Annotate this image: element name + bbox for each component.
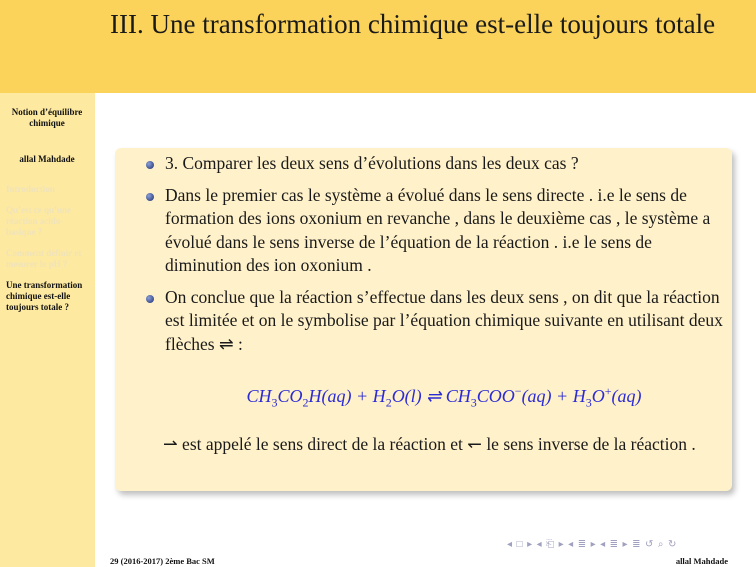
nav-prev-subsection-icon[interactable]: ◂ bbox=[568, 539, 575, 550]
sidebar bbox=[0, 93, 95, 567]
arrow-text-2: le sens inverse de la réaction . bbox=[481, 434, 696, 454]
nav-back-icon[interactable]: ↺ bbox=[644, 539, 655, 550]
arrow-explanation bbox=[163, 433, 733, 457]
nav-next-frame-icon[interactable]: ▸ bbox=[558, 539, 565, 550]
list-item bbox=[148, 184, 730, 278]
chemical-equation: $CH_3CO_2H(aq) + H_2O(l)$ ⇌ $CH_3COO^-(aq) + H_3O^+(aq)$ bbox=[246, 384, 642, 410]
sidebar-item-acid-base[interactable]: Qu’est ce qu’une réaction acido-basique ? bbox=[6, 205, 71, 237]
sidebar-title: Notion d’équilibre chimique bbox=[11, 107, 83, 128]
direct-arrow-icon: ⇀ bbox=[163, 434, 178, 454]
nav-forward-icon[interactable]: ↻ bbox=[667, 539, 678, 550]
arrow-text-1: est appelé le sens direct de la réaction et bbox=[177, 434, 468, 454]
sidebar-item-transformation[interactable]: Une transformation chimique est-elle toujours totale ? bbox=[6, 280, 83, 312]
nav-search-icon[interactable]: ⌕ bbox=[657, 539, 665, 550]
nav-next-icon[interactable]: ▸ bbox=[527, 539, 534, 550]
bullet-text-3: On conclue que la réaction s’effectue dans les deux sens , on dit que la réaction est limitée et on le symbolise par l’équation chimique suivante en utilisant deux flèches bbox=[165, 286, 723, 354]
bullet-text-3-end: : bbox=[233, 333, 243, 354]
footer-right: allal Mahdade bbox=[675, 556, 728, 566]
nav-next-section-icon[interactable]: ▸ bbox=[622, 539, 629, 550]
nav-slide-icon[interactable]: □ bbox=[516, 539, 524, 550]
sidebar-item-introduction[interactable]: Introduction bbox=[6, 184, 55, 194]
nav-frame-icon[interactable]: ⎗ bbox=[546, 539, 556, 550]
sidebar-item-ph[interactable]: Comment définir et mesurer le pH ? bbox=[6, 248, 82, 269]
nav-subsection-icon[interactable]: ≣ bbox=[577, 539, 588, 550]
nav-section-icon[interactable]: ≣ bbox=[609, 539, 620, 550]
bullet-icon bbox=[146, 193, 154, 201]
slide-header bbox=[0, 0, 756, 93]
list-item bbox=[148, 286, 730, 357]
nav-prev-section-icon[interactable]: ◂ bbox=[600, 539, 607, 550]
bullet-text-2: Dans le premier cas le système a évolué dans le sens directe . i.e le sens de formation des ions oxonium en revanche , dans le deuxième cas , le système a évolué dans le sens inverse de l’équation de la réaction . i.e le sens de diminution des ion oxonium . bbox=[165, 184, 711, 275]
nav-prev-frame-icon[interactable]: ◂ bbox=[536, 539, 543, 550]
nav-next-subsection-icon[interactable]: ▸ bbox=[590, 539, 597, 550]
list-item bbox=[148, 152, 730, 176]
equilibrium-arrow-icon: ⇌ bbox=[218, 333, 234, 354]
bullet-icon bbox=[146, 161, 154, 169]
bullet-list bbox=[148, 152, 730, 364]
sidebar-nav bbox=[6, 184, 92, 323]
bullet-text-1: 3. Comparer les deux sens d’évolutions dans les deux cas ? bbox=[165, 153, 579, 173]
footer-left: 29 (2016-2017) 2ème Bac SM bbox=[110, 556, 215, 566]
beamer-navigation-bar bbox=[507, 539, 677, 550]
nav-prev-icon[interactable]: ◂ bbox=[507, 539, 514, 550]
sidebar-author: allal Mahdade bbox=[19, 154, 75, 164]
nav-toc-icon[interactable]: ≣ bbox=[632, 539, 642, 550]
page-title: III. Une transformation chimique est-elle toujours totale bbox=[110, 9, 716, 39]
bullet-icon bbox=[146, 295, 154, 303]
inverse-arrow-icon: ↽ bbox=[467, 434, 482, 454]
